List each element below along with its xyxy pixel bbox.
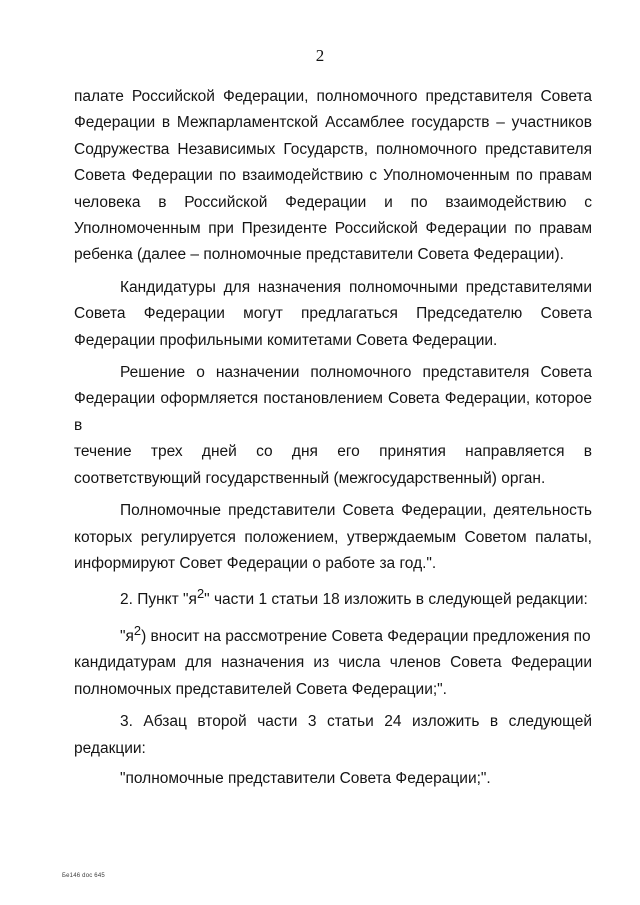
text-line: [74, 581, 592, 614]
superscript: 2: [196, 586, 205, 602]
text-line: Содружества Независимых Государств, полномочного представителя: [74, 140, 592, 158]
text-line: Кандидатуры для назначения полномочными представителями: [120, 278, 592, 296]
text-line: "полномочные представители Совета Федерации;".: [120, 770, 491, 788]
document-body: [74, 84, 592, 792]
text-line: [74, 618, 592, 651]
paragraph-item-2-text: [74, 618, 592, 703]
text-line: Федерации оформляется постановлением Совета Федерации, которое в: [74, 390, 592, 434]
text-line: кандидатурам для назначения из числа членов Совета Федерации: [74, 654, 592, 672]
paragraph-candidates: [74, 275, 592, 354]
text-line: которых регулируется положением, утверждаемым Советом палаты,: [74, 528, 592, 546]
text-line: Полномочные представители Совета Федерации, деятельность: [120, 502, 592, 520]
text-line: информируют Совет Федерации о работе за год.".: [74, 554, 437, 572]
text-line: человека в Российской Федерации и по взаимодействию с: [74, 193, 592, 211]
paragraph-reporting: [74, 498, 592, 577]
text-line: 3. Абзац второй части 3 статьи 24 изложить в следующей: [120, 713, 592, 731]
text-line: Совета Федерации по взаимодействию с Уполномоченным по правам: [74, 167, 592, 185]
text-fragment: 2. Пункт "я: [120, 591, 197, 609]
document-code: Бе146 doc 645: [62, 873, 105, 879]
text-line: Федерации в Межпарламентской Ассамблее государств – участников: [74, 114, 592, 132]
paragraph-item-3: [74, 709, 592, 762]
text-fragment: " части 1 статьи 18 изложить в следующей редакции:: [204, 591, 588, 609]
paragraph-item-3-text: [74, 766, 592, 792]
text-line: соответствующий государственный (межгосударственный) орган.: [74, 469, 546, 487]
page-number: 2: [315, 46, 325, 65]
text-line: Совета Федерации могут предлагаться Председателю Совета: [74, 305, 592, 323]
paragraph-decision: [74, 360, 592, 492]
superscript: 2: [133, 622, 142, 638]
paragraph-representatives-list: [74, 84, 592, 269]
paragraph-item-2: [74, 581, 592, 614]
text-line: Уполномоченным при Президенте Российской Федерации по правам: [74, 220, 592, 238]
text-line: Федерации профильными комитетами Совета Федерации.: [74, 331, 498, 349]
text-line: полномочных представителей Совета Федерации;".: [74, 680, 447, 698]
text-fragment: "я: [120, 628, 134, 646]
text-line: редакции:: [74, 739, 146, 757]
text-line: Решение о назначении полномочного представителя Совета: [120, 364, 592, 382]
text-line: течение трех дней со дня его принятия направляется в: [74, 443, 592, 461]
text-line: палате Российской Федерации, полномочного представителя Совета: [74, 88, 592, 105]
text-fragment: ) вносит на рассмотрение Совета Федерации предложения по: [141, 628, 591, 646]
text-line: ребенка (далее – полномочные представители Совета Федерации).: [74, 246, 564, 264]
